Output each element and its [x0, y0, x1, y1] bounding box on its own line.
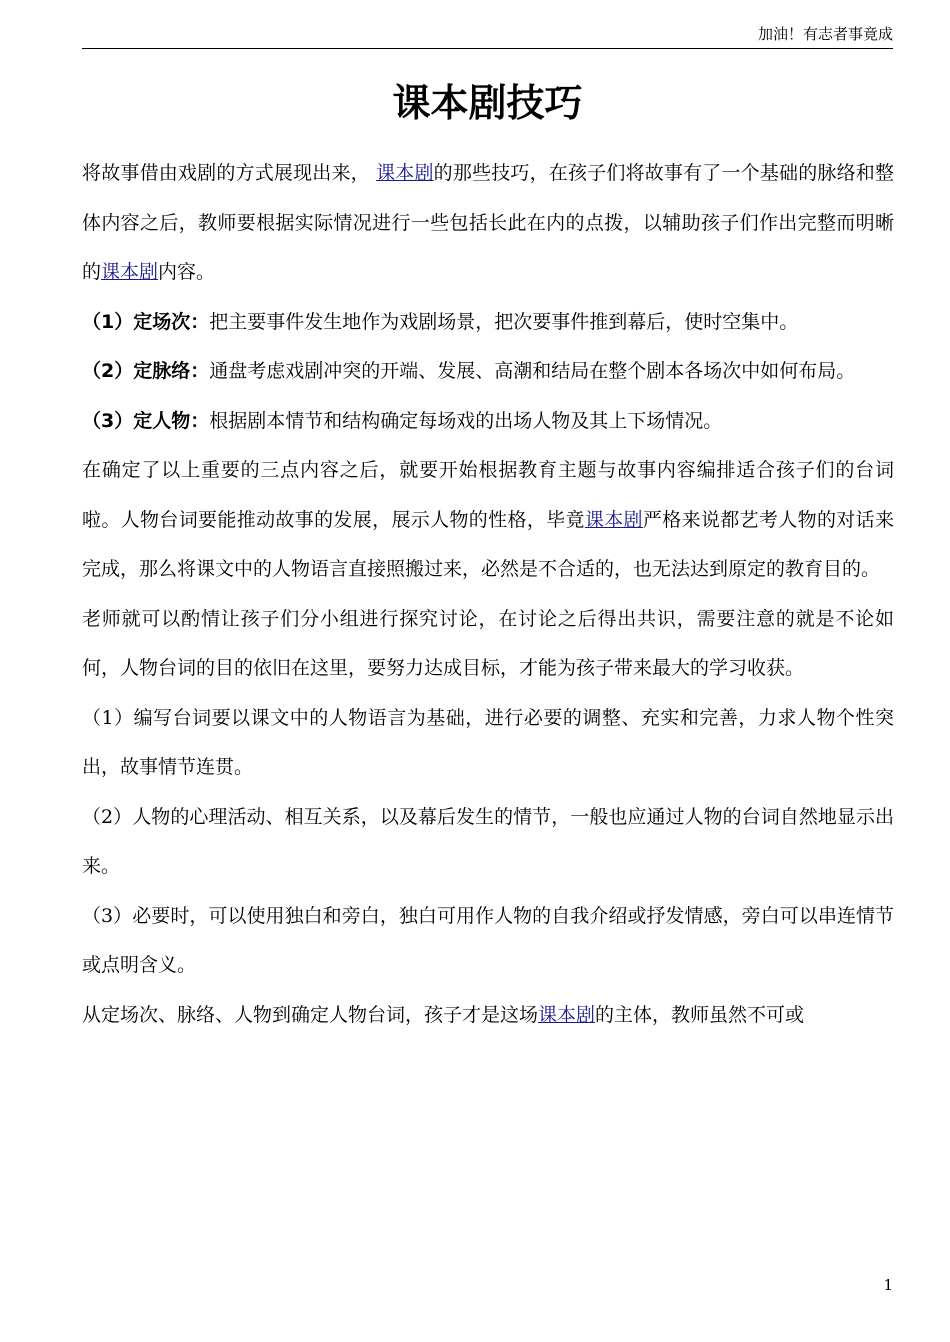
text-run: 从定场次、脉络、人物到确定人物台词，孩子才是这场 — [82, 1003, 539, 1026]
document-title: 课本剧技巧 — [392, 81, 583, 125]
step-text: 根据剧本情节和结构确定每场戏的出场人物及其上下场情况。 — [209, 409, 723, 432]
page-number: 1 — [883, 1276, 893, 1294]
step-label: （2）定脉络： — [82, 360, 210, 382]
header-divider — [82, 48, 893, 49]
step-structure — [82, 347, 894, 397]
text-run: 内容。 — [158, 261, 216, 283]
intro-paragraph — [82, 149, 894, 298]
step-label: （3）定人物： — [82, 409, 210, 432]
text-run: 的主体，教师虽然不可或 — [595, 1003, 805, 1026]
step-text: 把主要事件发生地作为戏剧场景，把次要事件推到幕后，使时空集中。 — [209, 310, 799, 333]
closing-paragraph — [82, 991, 894, 1041]
step-label: （1）定场次： — [82, 310, 210, 333]
dialogue-paragraph — [82, 446, 894, 595]
step-characters — [82, 397, 894, 447]
rule-item: （2）人物的心理活动、相互关系，以及幕后发生的情节，一般也应通过人物的台词自然地显示出来。 — [82, 805, 894, 877]
text-run: 的那些技巧，在孩子们将故事有了一个基础的脉络和整体内容之后，教师要根据实际情况进行一些包括长此在内的点拨，以辅助孩子们作出完整而明晰的 — [82, 162, 894, 283]
discussion-paragraph: 老师就可以酌情让孩子们分小组进行探究讨论，在讨论之后得出共识，需要注意的就是不论如何，人物台词的目的依旧在这里，要努力达成目标，才能为孩子带来最大的学习收获。 — [82, 607, 894, 679]
kebenju-link[interactable]: 课本剧 — [101, 261, 159, 283]
rule-item: （3）必要时，可以使用独白和旁白，独白可用作人物的自我介绍或抒发情感，旁白可以串连情节或点明含义。 — [82, 904, 894, 976]
kebenju-link[interactable]: 课本剧 — [584, 508, 643, 531]
step-scene — [82, 298, 894, 348]
text-run: 严格来说都艺考人物的对话来完成，那么将课文中的人物语言直接照搬过来，必然是不合适的，也无法达到原定的教育目的。 — [82, 508, 894, 580]
step-text: 通盘考虑戏剧冲突的开端、发展、高潮和结局在整个剧本各场次中如何布局。 — [209, 360, 856, 382]
rule-item: （1）编写台词要以课文中的人物语言为基础，进行必要的调整、充实和完善，力求人物个性突出，故事情节连贯。 — [82, 706, 894, 778]
text-run: 在确定了以上重要的三点内容之后，就要开始根据教育主题与故事内容编排适合孩子们的台词啦。人物台词要能推动故事的发展，展示人物的性格，毕竟 — [82, 459, 894, 531]
kebenju-link[interactable]: 课本剧 — [376, 162, 434, 184]
document-body — [82, 149, 894, 1040]
page-header: 加油！有志者事竟成 — [757, 25, 893, 43]
text-run: 将故事借由戏剧的方式展现出来， — [82, 162, 377, 184]
kebenju-link[interactable]: 课本剧 — [538, 1003, 596, 1026]
